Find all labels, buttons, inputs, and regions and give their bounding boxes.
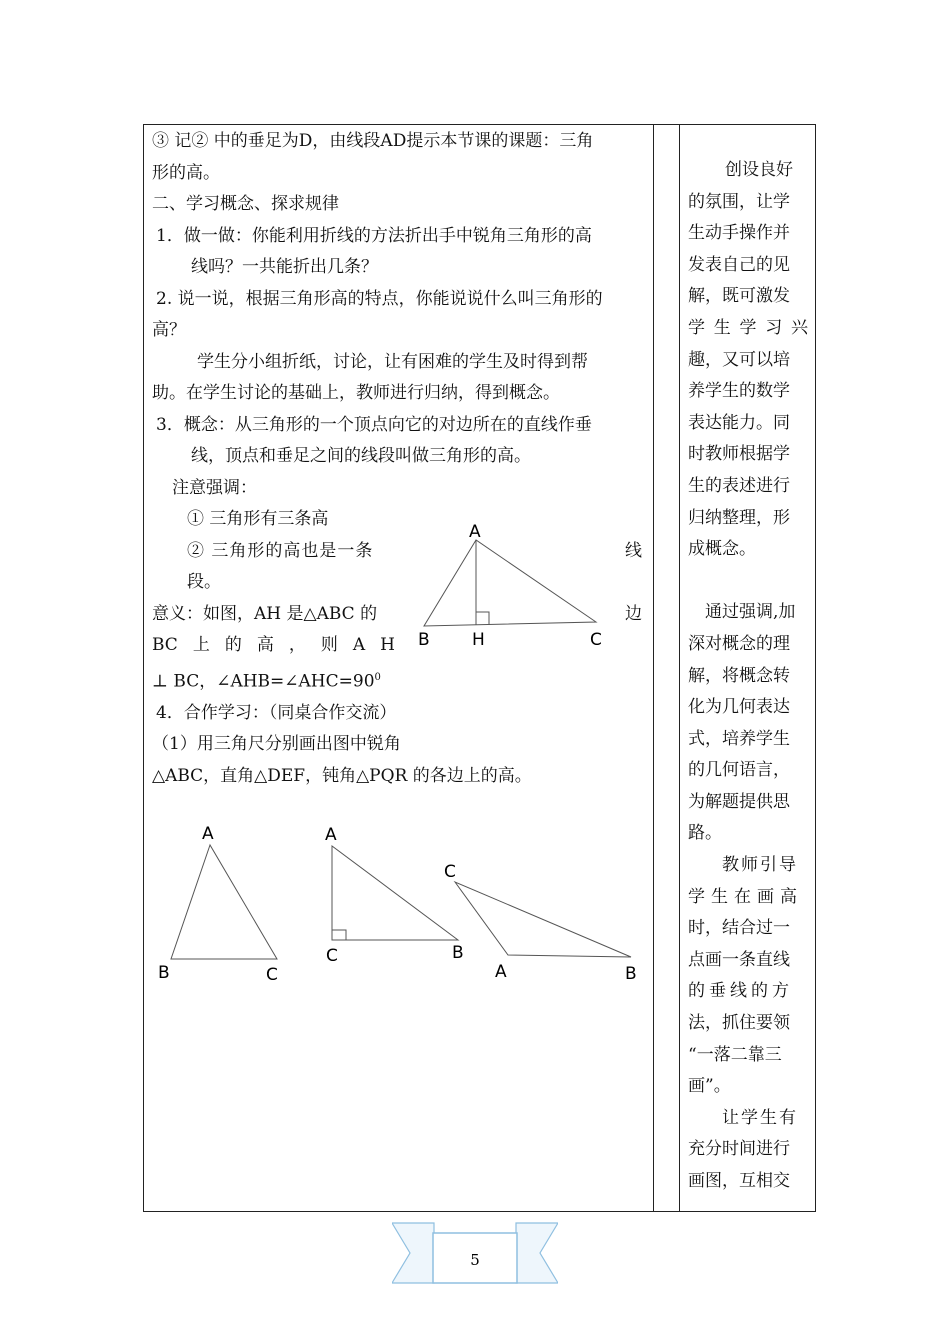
main-column [152,126,648,792]
column-divider-1 [653,125,654,1211]
char: 学 [739,317,757,338]
vertex-label-c: C [266,965,278,985]
side-line: 学生在画高 [688,886,803,907]
column-divider-2 [679,125,680,1211]
side-line: 法，抓住要领 [688,1013,790,1034]
text-line: 形的高。 [152,162,220,183]
char: 兴 [791,317,808,338]
word: H [380,635,395,655]
side-line: “一落二靠三 [688,1044,782,1065]
vertex-label-h: H [472,630,485,650]
word: BC [152,635,178,655]
side-line: 教师引导 [722,855,798,876]
text-line: ③ 记② 中的垂足为D，由线段AD提示本节课的课题：三角 [152,131,594,151]
side-line: 通过强调,加 [705,602,796,623]
vertex-label-a: A [469,522,481,542]
side-line: 趣，又可以培 [688,349,790,370]
text-line: 注意强调： [172,477,257,498]
ribbon-right [516,1223,558,1283]
section-heading: 二、学习概念、探求规律 [152,194,339,214]
side-line: 解，既可激发 [688,286,790,307]
vertex-label-b: B [625,964,637,984]
text-line: 段。 [187,572,221,592]
text-fragment: ⊥ BC，∠AHB=∠AHC=90 [152,671,375,692]
side-column [688,155,808,1198]
text-line: （1）用三角尺分别画出图中锐角 [152,734,401,755]
word: 的 [224,635,242,655]
superscript: 0 [374,671,381,683]
side-line: 点画一条直线 [688,949,790,970]
side-line: 的垂线的方 [688,981,793,1002]
text-fragment: 意义：如图，AH 是△ABC 的 [152,603,378,624]
side-line: 化为几何表达 [688,697,790,718]
side-line: 表达能力。同 [688,412,790,433]
text-line [152,630,395,662]
page-number: 5 [470,1251,480,1269]
side-line: 解，将概念转 [688,665,790,686]
text-line [152,662,648,698]
vertex-label-b: B [158,963,170,983]
page-number-ribbon [392,1221,558,1287]
acute-triangle-figure [152,820,292,990]
side-line: 养学生的数学 [688,381,790,402]
triangle-abc [424,540,596,626]
side-line: 创设良好 [725,160,793,180]
vertex-label-c: C [444,862,456,882]
text-line: 1．做一做：你能利用折线的方法折出手中锐角三角形的高 [156,225,592,246]
triangle-altitude-figure [410,518,610,653]
text-fragment: 线 [625,540,642,561]
text-line: 助。在学生讨论的基础上，教师进行归纳，得到概念。 [152,383,560,403]
vertex-label-b: B [452,943,464,963]
ribbon-left [392,1223,434,1283]
side-line: 画”。 [688,1076,731,1097]
text-line: 2. 说一说，根据三角形高的特点，你能说说什么叫三角形的 [156,288,603,309]
text-line: ① 三角形有三条高 [187,509,329,529]
spacer [688,566,808,598]
char: 习 [765,317,783,338]
side-line: 时教师根据学 [688,444,790,465]
text-line: 线，顶点和垂足之间的线段叫做三角形的高。 [191,446,531,466]
obtuse-triangle-figure [435,855,645,990]
char: 学 [688,317,705,338]
text-line: 高？ [152,320,186,340]
side-line: 的氛围，让学 [688,191,790,212]
side-line: 成概念。 [688,539,756,560]
side-line: 生的表述进行 [688,475,790,496]
side-line: 生动手操作并 [688,223,790,244]
side-line: 画图，互相交 [688,1171,790,1191]
side-line: 路。 [688,823,722,844]
side-line: 式，培养学生 [688,728,790,749]
word: ， [288,635,306,655]
text-line: △ABC，直角△DEF，钝角△PQR 的各边上的高。 [152,765,532,786]
vertex-label-a: A [202,824,214,844]
vertex-label-c: C [326,946,338,966]
obtuse-triangle [455,882,631,957]
right-angle-mark [476,612,489,625]
side-line: 深对概念的理 [688,633,790,654]
side-line: 充分时间进行 [688,1139,790,1160]
side-line: 让学生有 [722,1107,798,1128]
acute-triangle [171,845,277,959]
char: 生 [713,317,731,338]
vertex-label-a: A [325,825,337,845]
side-line: 为解题提供思 [688,791,790,812]
word: 则 [320,635,338,655]
word: 高 [256,635,274,655]
word: 上 [192,635,210,655]
word: A [352,635,366,655]
vertex-label-c: C [590,630,602,650]
side-line: 归纳整理，形 [688,507,790,528]
text-fragment: 边 [625,603,642,624]
side-line [688,313,808,345]
vertex-label-a: A [495,962,507,982]
right-angle-mark [332,930,346,940]
text-line: 3．概念：从三角形的一个顶点向它的对边所在的直线作垂 [156,414,592,435]
text-line: 线吗？一共能折出几条？ [191,257,378,277]
text-line: 学生分小组折纸，讨论，让有困难的学生及时得到帮 [197,351,588,372]
side-line: 的几何语言， [688,760,790,781]
side-line: 时，结合过一 [688,918,790,939]
text-line: 4．合作学习：（同桌合作交流） [156,702,397,723]
side-line: 发表自己的见 [688,254,790,275]
vertex-label-b: B [418,630,430,650]
text-fragment: ② 三角形的高也是一条 [187,540,374,561]
